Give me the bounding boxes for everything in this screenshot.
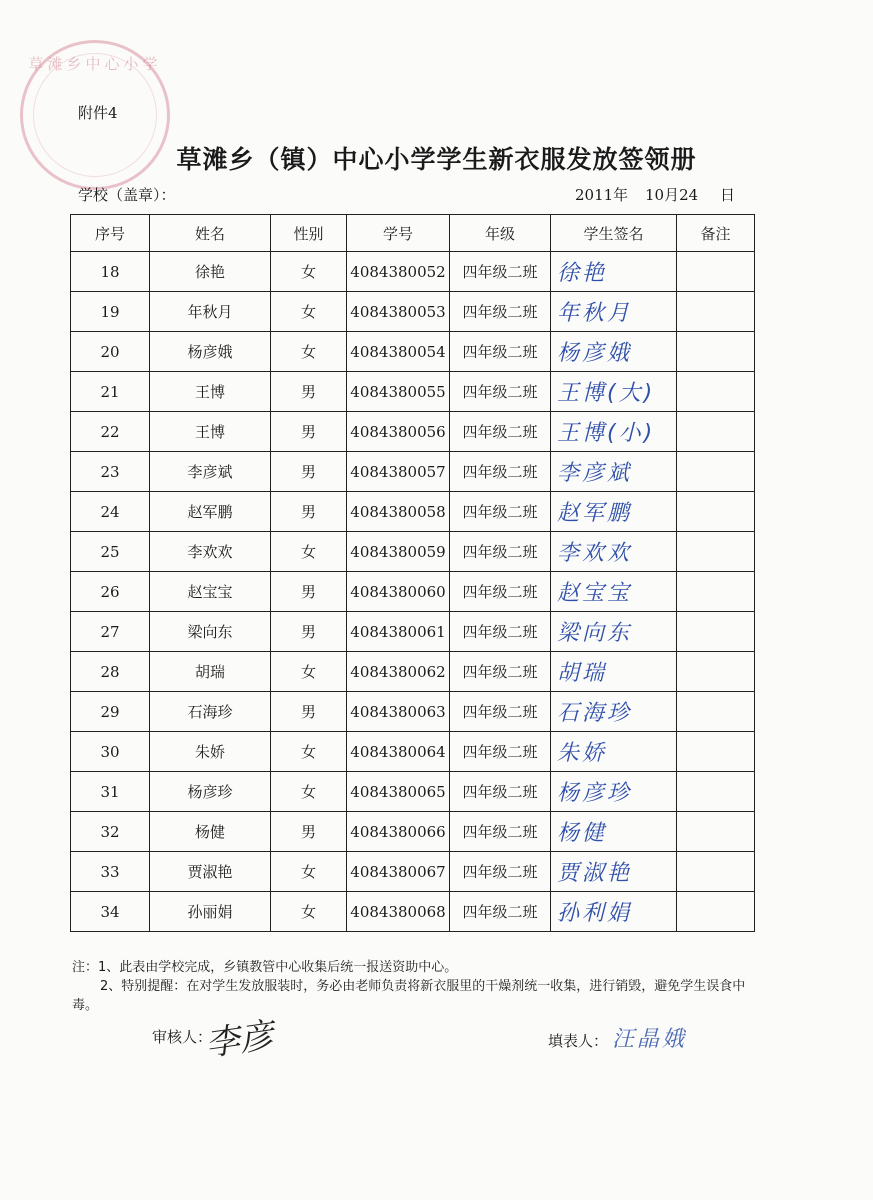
student-grade: 四年级二班 (450, 492, 551, 532)
student-id: 4084380056 (347, 412, 450, 452)
filler-signature: 汪晶娥 (612, 1027, 688, 1052)
student-signature: 赵宝宝 (551, 572, 677, 612)
student-name: 李彦斌 (150, 452, 271, 492)
student-grade: 四年级二班 (450, 892, 551, 932)
student-signature: 胡瑞 (551, 652, 677, 692)
student-grade: 四年级二班 (450, 452, 551, 492)
student-name: 年秋月 (150, 292, 271, 332)
student-remark (677, 372, 755, 412)
row-number: 24 (71, 492, 150, 532)
row-number: 31 (71, 772, 150, 812)
student-grade: 四年级二班 (450, 652, 551, 692)
filler-label: 填表人： (548, 1032, 609, 1050)
row-number: 22 (71, 412, 150, 452)
student-gender: 男 (271, 492, 347, 532)
student-name: 杨健 (150, 812, 271, 852)
student-grade: 四年级二班 (450, 332, 551, 372)
student-id: 4084380058 (347, 492, 450, 532)
student-name: 徐艳 (150, 252, 271, 292)
student-id: 4084380064 (347, 732, 450, 772)
row-number: 32 (71, 812, 150, 852)
row-number: 25 (71, 532, 150, 572)
student-gender: 男 (271, 612, 347, 652)
student-grade: 四年级二班 (450, 412, 551, 452)
student-signature: 李欢欢 (551, 532, 677, 572)
row-number: 30 (71, 732, 150, 772)
student-id: 4084380059 (347, 532, 450, 572)
row-number: 26 (71, 572, 150, 612)
column-header-gender: 性别 (271, 215, 347, 252)
column-header-remark: 备注 (677, 215, 755, 252)
student-remark (677, 332, 755, 372)
student-name: 王博 (150, 412, 271, 452)
student-id: 4084380066 (347, 812, 450, 852)
student-signature: 朱娇 (551, 732, 677, 772)
table-row (71, 492, 755, 532)
student-name: 朱娇 (150, 732, 271, 772)
student-id: 4084380068 (347, 892, 450, 932)
column-header-signature: 学生签名 (551, 215, 677, 252)
student-signature: 贾淑艳 (551, 852, 677, 892)
table-row (71, 252, 755, 292)
student-name: 赵宝宝 (150, 572, 271, 612)
student-name: 赵军鹏 (150, 492, 271, 532)
student-name: 胡瑞 (150, 652, 271, 692)
student-remark (677, 852, 755, 892)
row-number: 28 (71, 652, 150, 692)
student-grade: 四年级二班 (450, 572, 551, 612)
date-year: 2011年 (575, 186, 629, 204)
student-signature: 杨彦娥 (551, 332, 677, 372)
student-name: 梁向东 (150, 612, 271, 652)
row-number: 29 (71, 692, 150, 732)
attachment-label: 附件4 (78, 104, 118, 122)
student-signature: 李彦斌 (551, 452, 677, 492)
student-grade: 四年级二班 (450, 772, 551, 812)
student-signature: 赵军鹏 (551, 492, 677, 532)
student-remark (677, 772, 755, 812)
form-date (575, 184, 735, 205)
student-gender: 女 (271, 852, 347, 892)
student-grade: 四年级二班 (450, 292, 551, 332)
student-grade: 四年级二班 (450, 532, 551, 572)
student-gender: 男 (271, 412, 347, 452)
school-seal-label: 学校（盖章）： (78, 186, 176, 204)
row-number: 34 (71, 892, 150, 932)
table-row (71, 292, 755, 332)
student-signature: 孙利娟 (551, 892, 677, 932)
notes-section (72, 958, 762, 1015)
student-signature: 石海珍 (551, 692, 677, 732)
student-id: 4084380057 (347, 452, 450, 492)
student-gender: 女 (271, 532, 347, 572)
student-grade: 四年级二班 (450, 612, 551, 652)
student-grade: 四年级二班 (450, 812, 551, 852)
student-remark (677, 492, 755, 532)
row-number: 21 (71, 372, 150, 412)
table-row (71, 692, 755, 732)
table-row (71, 892, 755, 932)
column-header-name: 姓名 (150, 215, 271, 252)
student-remark (677, 892, 755, 932)
student-gender: 女 (271, 772, 347, 812)
row-number: 20 (71, 332, 150, 372)
table-row (71, 812, 755, 852)
row-number: 27 (71, 612, 150, 652)
student-signature: 杨彦珍 (551, 772, 677, 812)
student-grade: 四年级二班 (450, 692, 551, 732)
student-id: 4084380052 (347, 252, 450, 292)
student-name: 孙丽娟 (150, 892, 271, 932)
table-row (71, 452, 755, 492)
student-remark (677, 572, 755, 612)
table-row (71, 612, 755, 652)
table-row (71, 372, 755, 412)
reviewer-signature: 李彦 (203, 1015, 276, 1065)
note-line-2: 2、特别提醒：在对学生发放服装时，务必由老师负责将新衣服里的干燥剂统一收集，进行销毁，避免学生误食中毒。 (72, 979, 746, 1013)
row-number: 18 (71, 252, 150, 292)
reviewer-label: 审核人： (152, 1028, 213, 1046)
student-gender: 女 (271, 332, 347, 372)
student-gender: 男 (271, 572, 347, 612)
student-gender: 男 (271, 372, 347, 412)
student-remark (677, 692, 755, 732)
student-id: 4084380065 (347, 772, 450, 812)
table-row (71, 532, 755, 572)
student-id: 4084380062 (347, 652, 450, 692)
student-gender: 女 (271, 892, 347, 932)
student-grade: 四年级二班 (450, 252, 551, 292)
student-name: 王博 (150, 372, 271, 412)
student-id: 4084380055 (347, 372, 450, 412)
student-id: 4084380060 (347, 572, 450, 612)
student-gender: 女 (271, 652, 347, 692)
student-remark (677, 252, 755, 292)
note-line-1: 注：1、此表由学校完成，乡镇教管中心收集后统一报送资助中心。 (72, 960, 458, 975)
student-gender: 女 (271, 732, 347, 772)
column-header-grade: 年级 (450, 215, 551, 252)
student-name: 李欢欢 (150, 532, 271, 572)
table-row (71, 572, 755, 612)
student-remark (677, 292, 755, 332)
student-remark (677, 732, 755, 772)
table-row (71, 732, 755, 772)
seal-text: 草滩乡中心小学 (28, 55, 162, 73)
student-gender: 女 (271, 292, 347, 332)
date-month-day: 10月24 (645, 186, 699, 204)
student-gender: 男 (271, 692, 347, 732)
student-remark (677, 452, 755, 492)
student-name: 杨彦珍 (150, 772, 271, 812)
student-id: 4084380054 (347, 332, 450, 372)
student-signature: 王博(大) (551, 372, 677, 412)
student-name: 石海珍 (150, 692, 271, 732)
student-gender: 女 (271, 252, 347, 292)
student-gender: 男 (271, 452, 347, 492)
student-remark (677, 412, 755, 452)
student-id: 4084380053 (347, 292, 450, 332)
student-name: 杨彦娥 (150, 332, 271, 372)
student-id: 4084380067 (347, 852, 450, 892)
student-id: 4084380061 (347, 612, 450, 652)
student-remark (677, 652, 755, 692)
table-header-row (71, 215, 755, 252)
date-day-suffix: 日 (720, 186, 736, 204)
row-number: 19 (71, 292, 150, 332)
student-signature: 杨健 (551, 812, 677, 852)
roster-table (70, 214, 755, 932)
table-row (71, 772, 755, 812)
table-row (71, 332, 755, 372)
table-row (71, 412, 755, 452)
column-header-no: 序号 (71, 215, 150, 252)
roster-body (71, 252, 755, 932)
student-remark (677, 532, 755, 572)
student-grade: 四年级二班 (450, 372, 551, 412)
student-signature: 梁向东 (551, 612, 677, 652)
student-signature: 徐艳 (551, 252, 677, 292)
row-number: 33 (71, 852, 150, 892)
row-number: 23 (71, 452, 150, 492)
student-signature: 年秋月 (551, 292, 677, 332)
student-remark (677, 612, 755, 652)
student-gender: 男 (271, 812, 347, 852)
student-name: 贾淑艳 (150, 852, 271, 892)
student-id: 4084380063 (347, 692, 450, 732)
student-remark (677, 812, 755, 852)
student-signature: 王博(小) (551, 412, 677, 452)
table-row (71, 652, 755, 692)
student-grade: 四年级二班 (450, 732, 551, 772)
column-header-student-id: 学号 (347, 215, 450, 252)
student-grade: 四年级二班 (450, 852, 551, 892)
page-title: 草滩乡（镇）中心小学学生新衣服发放签领册 (176, 145, 697, 174)
table-row (71, 852, 755, 892)
